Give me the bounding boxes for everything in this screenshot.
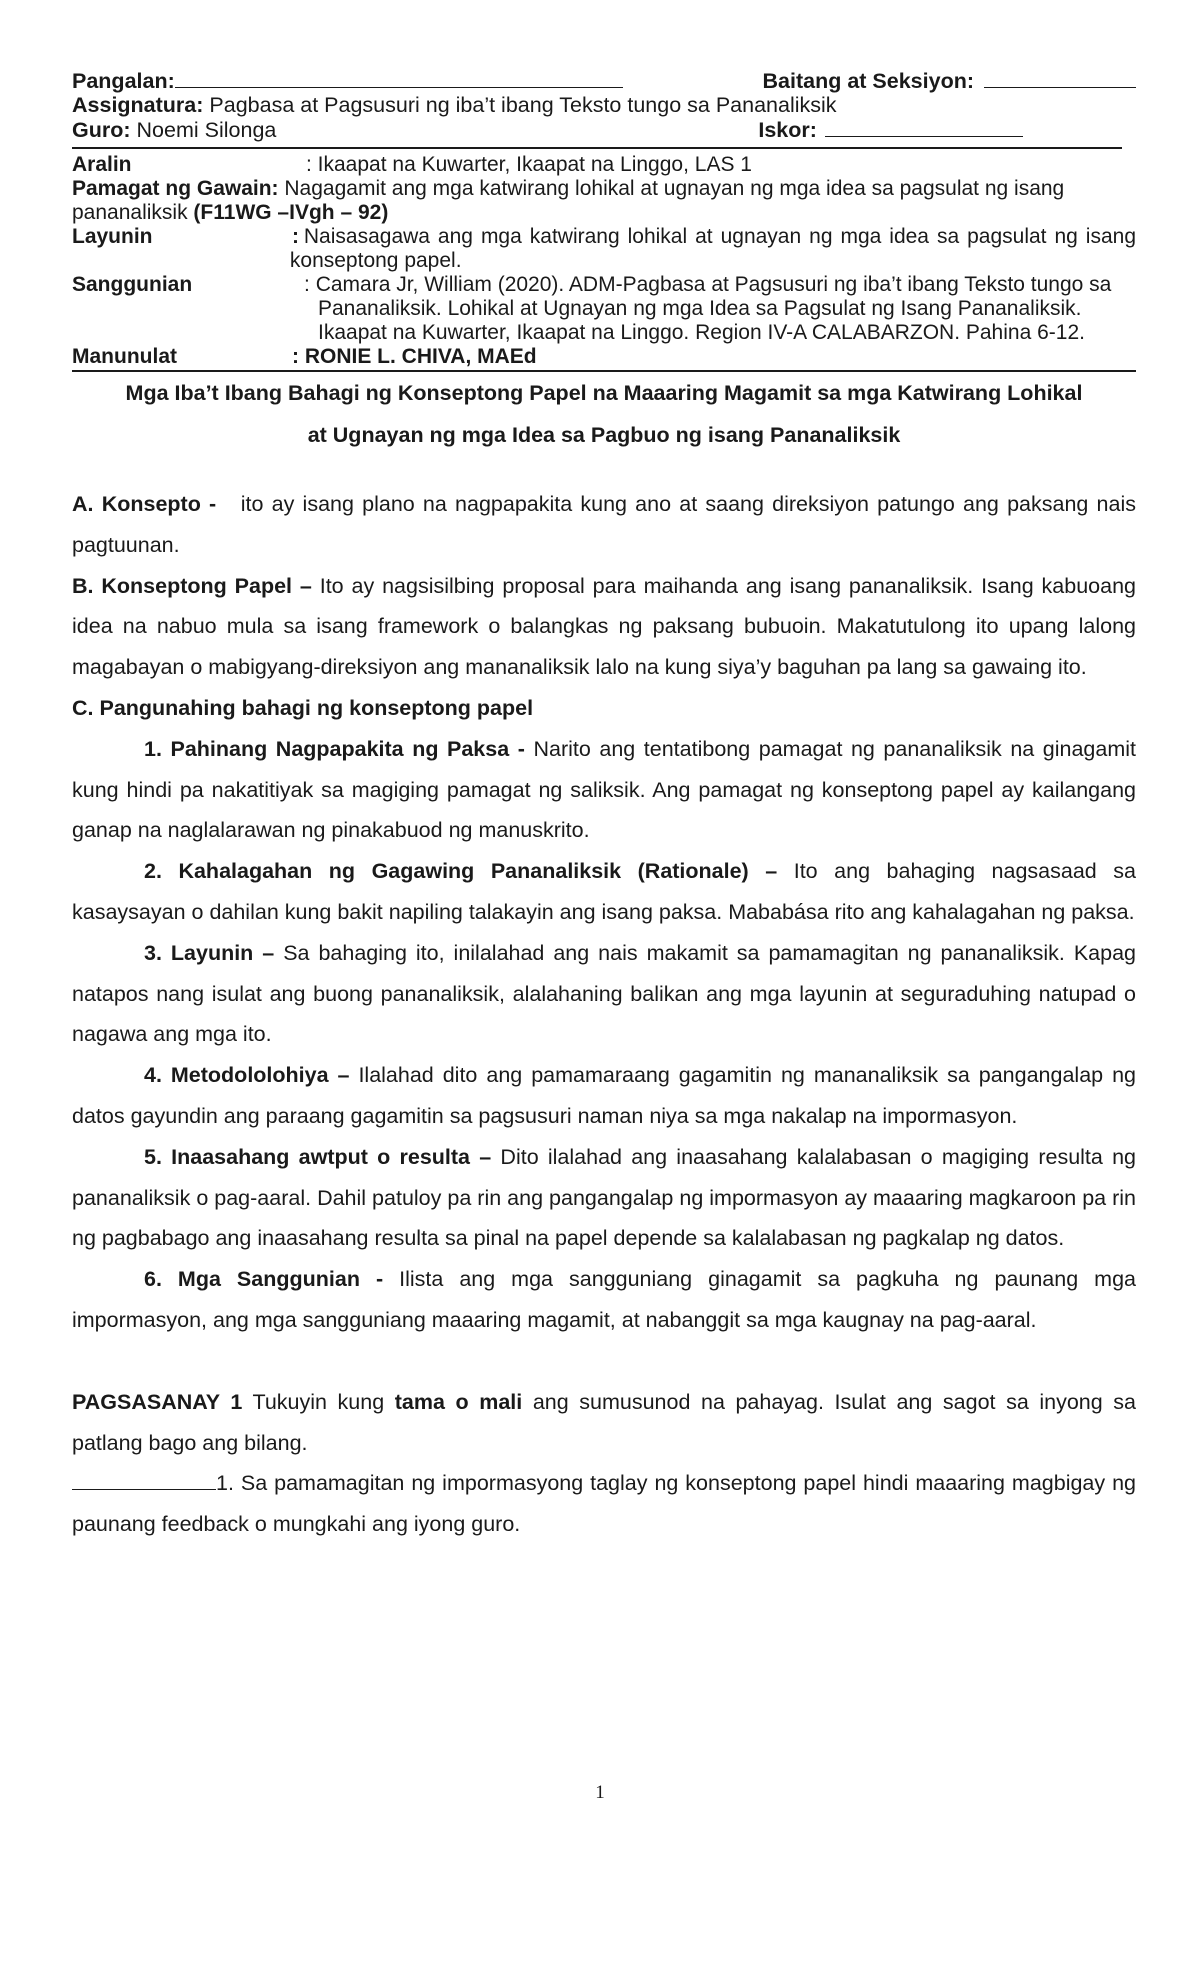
- list-item-label: 3. Layunin –: [144, 940, 275, 965]
- paragraph-c-heading: C. Pangunahing bahagi ng konseptong papel: [72, 695, 534, 720]
- list-item: [72, 1259, 1136, 1341]
- layunin-colon: :: [292, 225, 299, 248]
- manunulat-value: : RONIE L. CHIVA, MAEd: [292, 345, 537, 368]
- aralin-row: [72, 153, 1136, 177]
- sanggunian-label: Sanggunian: [72, 273, 193, 296]
- list-item: [72, 729, 1136, 851]
- header-divider: [72, 147, 1122, 149]
- list-item-label: 4. Metodololohiya –: [144, 1063, 350, 1088]
- exercise-label: PAGSASANAY 1: [72, 1389, 243, 1414]
- sanggunian-colon: :: [304, 273, 310, 296]
- list-item-text: Ilista ang mga sangguniang ginagamit sa pagkuha ng paunang mga impormasyon, ang mga sangguniang maaaring magamit, at nabanggit sa mga kaugnay na pag-aaral.: [72, 1267, 1136, 1332]
- pamagat-row: [72, 177, 1136, 225]
- paragraph-b-label: B. Konseptong Papel –: [72, 573, 312, 598]
- layunin-label: Layunin: [72, 225, 153, 248]
- list-item-label: 2. Kahalagahan ng Gagawing Pananaliksik (Rationale) –: [144, 859, 778, 884]
- list-item-label: 1. Pahinang Nagpapakita ng Paksa -: [144, 736, 525, 761]
- body-content: [72, 484, 1136, 1545]
- list-item: [72, 933, 1136, 1055]
- paragraph-a-label: A. Konsepto -: [72, 492, 217, 516]
- paragraph-a: [72, 484, 1136, 566]
- paragraph-b: [72, 566, 1136, 688]
- document-page: [72, 68, 1136, 1545]
- paragraph-b-text: Ito ay nagsisilbing proposal para maihanda ang isang pananaliksik. Isang kabuoang idea na nabuo mula sa isang framework o balangkas ng paksang bubuoin. Makatutulong ito upang lalong magabayan o mabigyang-direksiyon ang mananaliksik lalo na kung siya’y baguhan pa lang sa gawaing ito.: [72, 573, 1136, 680]
- list-item-text: Ito ang bahaging nagsasaad sa kasaysayan o dahilan kung bakit napiling talakayin ang isang paksa. Mababása rito ang kahalagahan ng paksa.: [72, 859, 1136, 924]
- layunin-value: [290, 225, 1136, 273]
- exercise-item-1: [72, 1463, 1136, 1545]
- list-item-text: Narito ang tentatibong pamagat ng pananaliksik na ginagamit kung hindi pa nakatitiyak sa magiging pamagat ng saliksik. Ang pamagat ng konseptong papel ay kailangang ganap na naglalarawan ng pinakabuod ng manuskrito.: [72, 736, 1137, 843]
- pamagat-label: Pamagat ng Gawain:: [72, 177, 279, 200]
- score-label: Iskor:: [758, 118, 817, 142]
- teacher-value: Noemi Silonga: [136, 118, 277, 142]
- page-number: 1: [595, 1782, 605, 1803]
- teacher-score-row: [72, 117, 1136, 143]
- subject-value: Pagbasa at Pagsusuri ng iba’t ibang Teksto tungo sa Pananaliksik: [209, 93, 837, 117]
- list-item: [72, 1055, 1136, 1137]
- header: [72, 68, 1136, 149]
- score-blank[interactable]: [825, 117, 1023, 137]
- name-blank[interactable]: [175, 68, 623, 88]
- subject-row: [72, 93, 1136, 117]
- list-item: [72, 1137, 1136, 1259]
- list-item-text: Sa bahaging ito, inilalahad ang nais makamit sa pamamagitan ng pananaliksik. Kapag natapos nang isulat ang buong pananaliksik, alalahaning balikan ang mga layunin at seguraduhing natupad o nagawa ang mga ito.: [72, 940, 1136, 1047]
- answer-blank[interactable]: [72, 1467, 216, 1490]
- aralin-value: : Ikaapat na Kuwarter, Ikaapat na Linggo, LAS 1: [306, 153, 752, 176]
- exercise-instructions: [72, 1382, 1136, 1464]
- lesson-meta: [72, 153, 1136, 372]
- layunin-text: Naisasagawa ang mga katwirang lohikal at ugnayan ng mga idea sa pagsulat ng isang konseptong papel.: [289, 225, 1136, 272]
- subject-label: Assignatura:: [72, 93, 204, 117]
- title-line-2: at Ugnayan ng mga Idea sa Pagbuo ng isang Pananaliksik: [307, 423, 901, 447]
- manunulat-row: [72, 345, 1136, 369]
- grade-blank[interactable]: [984, 68, 1136, 88]
- paragraph-a-text: ito ay isang plano na nagpapakita kung ano at saang direksiyon patungo ang paksang nais pagtuunan.: [72, 492, 1136, 557]
- exercise-item-1-text: 1. Sa pamamagitan ng impormasyong taglay ng konseptong papel hindi maaaring magbigay ng paunang feedback o mungkahi ang iyong guro.: [72, 1471, 1136, 1537]
- list-item-label: 5. Inaasahang awtput o resulta –: [144, 1144, 492, 1169]
- sanggunian-text: Camara Jr, William (2020). ADM-Pagbasa at Pagsusuri ng iba’t ibang Teksto tungo sa Pananaliksik. Lohikal at Ugnayan ng mga Idea sa Pagsulat ng Isang Pananaliksik. Ikaapat na Kuwarter, Ikaapat na Linggo. Region IV-A CALABARZON. Pahina 6-12.: [315, 273, 1112, 344]
- name-grade-row: [72, 68, 1136, 93]
- name-label: Pangalan:: [72, 69, 175, 93]
- grade-label: Baitang at Seksiyon:: [762, 69, 974, 93]
- section-title: [72, 372, 1136, 456]
- pamagat-value: Nagagamit ang mga katwirang lohikal at ugnayan ng mga idea sa pagsulat ng isang pananaliksik: [72, 177, 1065, 224]
- aralin-label: Aralin: [72, 153, 132, 176]
- list-item: [72, 851, 1136, 933]
- title-line-1: Mga Iba’t Ibang Bahagi ng Konseptong Papel na Maaaring Magamit sa mga Katwirang Lohikal: [125, 381, 1083, 405]
- layunin-row: [72, 225, 1136, 273]
- exercise-text-before: Tukuyin kung: [252, 1389, 385, 1414]
- exercise-emphasis: tama o mali: [394, 1389, 523, 1414]
- exercise-text-after: ang sumusunod na pahayag. Isulat ang sagot sa inyong sa patlang bago ang bilang.: [72, 1389, 1136, 1455]
- sanggunian-value: [304, 273, 1136, 345]
- sanggunian-row: [72, 273, 1136, 345]
- teacher-label: Guro:: [72, 118, 131, 142]
- pamagat-code: (F11WG –IVgh – 92): [193, 201, 389, 224]
- list-item-label: 6. Mga Sanggunian -: [144, 1267, 384, 1292]
- list-item-text: Dito ilalahad ang inaasahang kalalabasan o magiging resulta ng pananaliksik o pag-aaral. Dahil patuloy pa rin ang pangangalap ng impormasyon ay maaaring magkaroon pa rin ng pagbabago ang inaasahang resulta sa pinal na papel depende sa kalalabasan ng pagkalap ng datos.: [72, 1144, 1136, 1251]
- list-item-text: Ilalahad dito ang pamamaraang gagamitin ng mananaliksik sa pangangalap ng datos gayundin ang paraang gagamitin sa pagsusuri naman niya sa mga nakalap na impormasyon.: [72, 1063, 1136, 1128]
- manunulat-label: Manunulat: [72, 345, 177, 368]
